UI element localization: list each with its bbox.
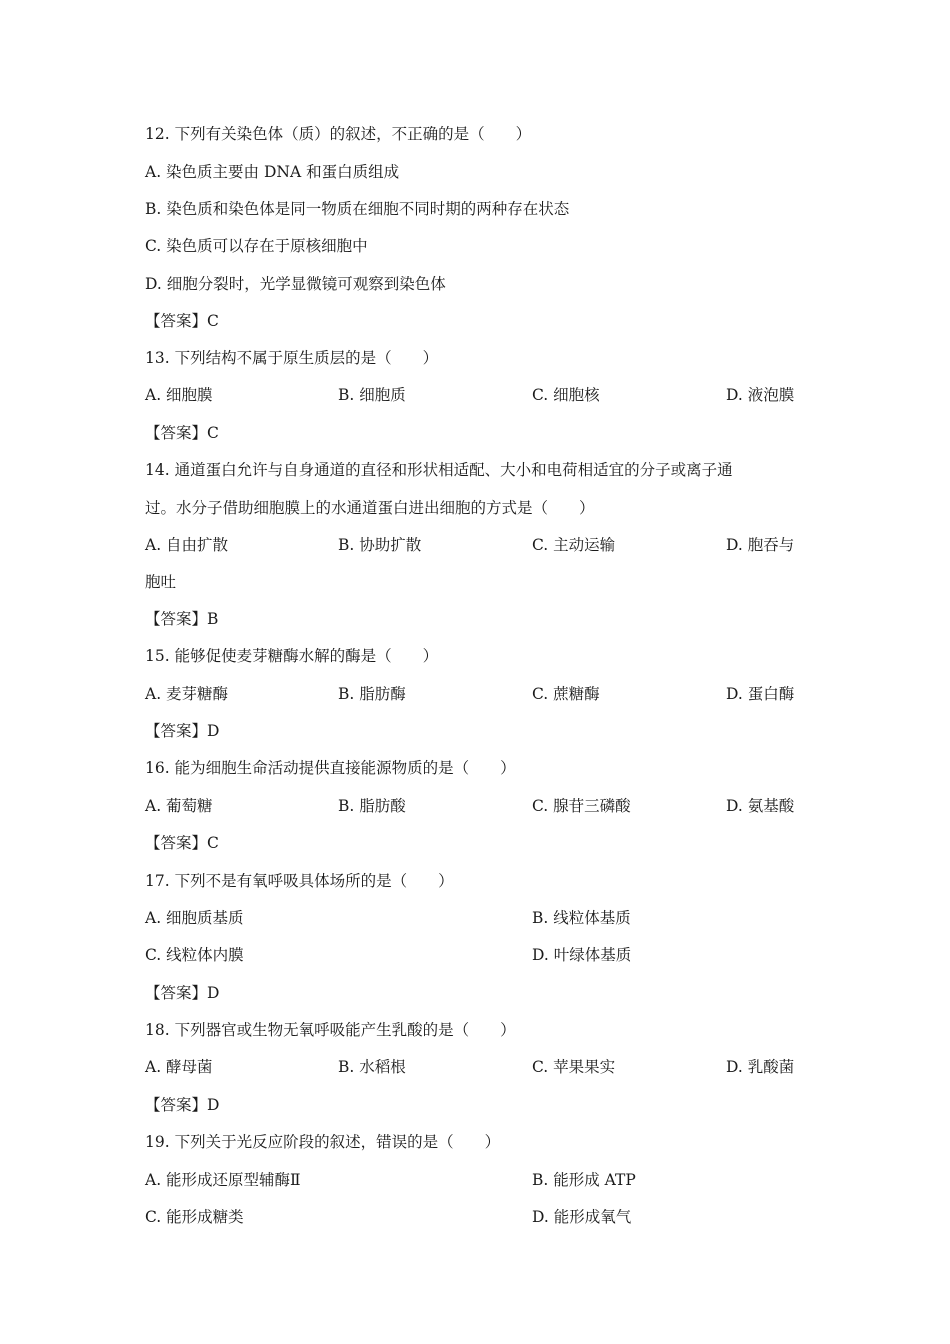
question-12-stem: 12. 下列有关染色体（质）的叙述，不正确的是（ ） <box>145 125 532 143</box>
question-18-option-d: D. 乳酸菌 <box>726 1058 795 1076</box>
question-14-stem-line2: 过。水分子借助细胞膜上的水通道蛋白进出细胞的方式是（ ） <box>145 499 595 517</box>
question-17-option-a: A. 细胞质基质 <box>145 909 244 927</box>
question-14-stem-line1: 14. 通道蛋白允许与自身通道的直径和形状相适配、大小和电荷相适宜的分子或离子通 <box>145 461 733 479</box>
question-12-answer: 【答案】C <box>145 312 219 330</box>
question-16-option-d: D. 氨基酸 <box>726 797 795 815</box>
question-16-option-c: C. 腺苷三磷酸 <box>532 797 631 815</box>
question-12-option-c: C. 染色质可以存在于原核细胞中 <box>145 237 368 255</box>
question-12-option-d: D. 细胞分裂时，光学显微镜可观察到染色体 <box>145 275 446 293</box>
question-13-stem: 13. 下列结构不属于原生质层的是（ ） <box>145 349 439 367</box>
question-18-stem: 18. 下列器官或生物无氧呼吸能产生乳酸的是（ ） <box>145 1021 516 1039</box>
question-17-answer: 【答案】D <box>145 984 220 1002</box>
question-17-option-c: C. 线粒体内膜 <box>145 946 244 964</box>
question-17-option-b: B. 线粒体基质 <box>532 909 631 927</box>
question-13-option-c: C. 细胞核 <box>532 386 600 404</box>
question-15-option-c: C. 蔗糖酶 <box>532 685 600 703</box>
question-18-answer: 【答案】D <box>145 1096 220 1114</box>
question-12-option-b: B. 染色质和染色体是同一物质在细胞不同时期的两种存在状态 <box>145 200 570 218</box>
question-13-answer: 【答案】C <box>145 424 219 442</box>
question-16-option-a: A. 葡萄糖 <box>145 797 213 815</box>
question-14-option-c: C. 主动运输 <box>532 536 616 554</box>
question-17-stem: 17. 下列不是有氧呼吸具体场所的是（ ） <box>145 872 454 890</box>
question-14-option-d-continuation: 胞吐 <box>145 573 177 591</box>
question-14-option-a: A. 自由扩散 <box>145 536 229 554</box>
question-18-option-b: B. 水稻根 <box>338 1058 406 1076</box>
question-13-option-a: A. 细胞膜 <box>145 386 213 404</box>
question-15-stem: 15. 能够促使麦芽糖酶水解的酶是（ ） <box>145 647 439 665</box>
question-14-answer: 【答案】B <box>145 610 219 628</box>
question-15-answer: 【答案】D <box>145 722 220 740</box>
question-13-option-b: B. 细胞质 <box>338 386 406 404</box>
question-14-option-d: D. 胞吞与 <box>726 536 795 554</box>
question-17-option-d: D. 叶绿体基质 <box>532 946 632 964</box>
question-15-option-d: D. 蛋白酶 <box>726 685 795 703</box>
question-16-answer: 【答案】C <box>145 834 219 852</box>
question-16-option-b: B. 脂肪酸 <box>338 797 406 815</box>
question-14-option-b: B. 协助扩散 <box>338 536 422 554</box>
question-13-option-d: D. 液泡膜 <box>726 386 795 404</box>
question-19-option-d: D. 能形成氧气 <box>532 1208 632 1226</box>
question-12-option-a: A. 染色质主要由 DNA 和蛋白质组成 <box>145 163 400 181</box>
question-19-stem: 19. 下列关于光反应阶段的叙述，错误的是（ ） <box>145 1133 501 1151</box>
question-19-option-a: A. 能形成还原型辅酶Ⅱ <box>145 1171 301 1189</box>
question-19-option-b: B. 能形成 ATP <box>532 1171 636 1189</box>
question-19-option-c: C. 能形成糖类 <box>145 1208 244 1226</box>
question-15-option-a: A. 麦芽糖酶 <box>145 685 229 703</box>
question-16-stem: 16. 能为细胞生命活动提供直接能源物质的是（ ） <box>145 759 516 777</box>
question-18-option-c: C. 苹果果实 <box>532 1058 616 1076</box>
question-15-option-b: B. 脂肪酶 <box>338 685 406 703</box>
question-18-option-a: A. 酵母菌 <box>145 1058 213 1076</box>
